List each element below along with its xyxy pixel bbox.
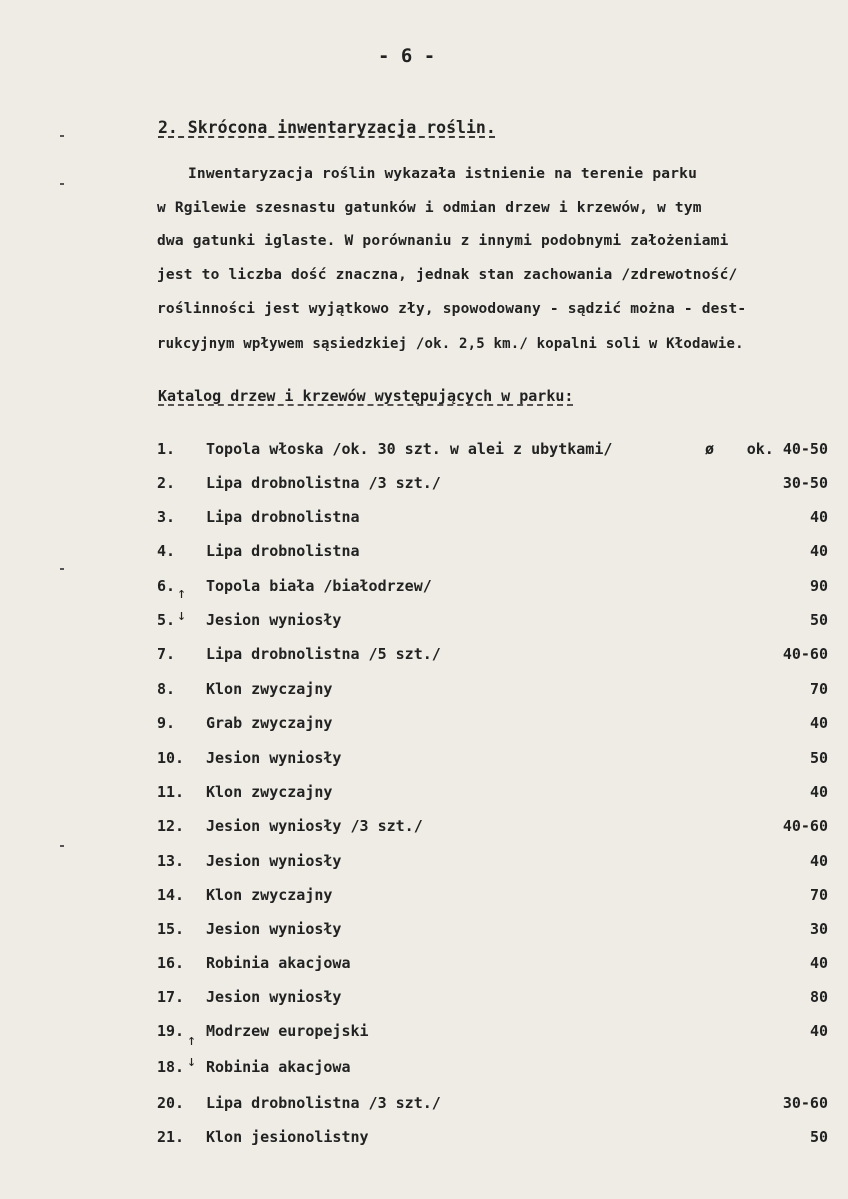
catalog-entry — [0, 783, 848, 813]
entry-value: 50 — [809, 1128, 828, 1146]
entry-value: 40 — [809, 542, 828, 560]
entry-number: 11. — [157, 783, 185, 801]
entry-number: 17. — [157, 988, 185, 1006]
entry-value: ok. 40-50 — [746, 440, 828, 458]
entry-value: 40 — [809, 714, 828, 732]
entry-name: Modrzew europejski — [206, 1022, 369, 1040]
catalog-entry — [0, 886, 848, 916]
entry-name: Robinia akacjowa — [206, 954, 351, 972]
entry-number: 18. — [157, 1058, 185, 1076]
entry-value: 30 — [809, 920, 828, 938]
entry-value: 40 — [809, 508, 828, 526]
catalog-heading: Katalog drzew i krzewów występujących w parku: — [158, 387, 574, 405]
swap-arrow-up-icon: ↑ — [177, 584, 187, 602]
entry-number: 15. — [157, 920, 185, 938]
entry-name: Jesion wyniosły — [206, 852, 342, 870]
entry-number: 4. — [157, 542, 176, 560]
entry-value: 90 — [809, 577, 828, 595]
entry-number: 6. — [157, 577, 176, 595]
entry-name: Klon zwyczajny — [206, 886, 333, 904]
catalog-entry — [0, 611, 848, 641]
catalog-entry — [0, 542, 848, 572]
entry-value: 30-60 — [782, 1094, 828, 1112]
entry-name: Lipa drobnolistna /5 szt./ — [206, 645, 441, 663]
entry-name: Jesion wyniosły — [206, 988, 342, 1006]
entry-name: Klon zwyczajny — [206, 783, 333, 801]
entry-number: 19. — [157, 1022, 185, 1040]
entry-name: Klon zwyczajny — [206, 680, 333, 698]
entry-number: 5. — [157, 611, 176, 629]
entry-number: 14. — [157, 886, 185, 904]
catalog-entry — [0, 577, 848, 607]
catalog-entry — [0, 954, 848, 984]
paragraph-line: rukcyjnym wpływem sąsiedzkiej /ok. 2,5 km./ kopalni soli w Kłodawie. — [157, 336, 744, 352]
catalog-entry — [0, 1022, 848, 1052]
entry-value: 30-50 — [782, 474, 828, 492]
entry-number: 8. — [157, 680, 176, 698]
section-heading: 2. Skrócona inwentaryzacja roślin. — [158, 118, 496, 137]
entry-number: 7. — [157, 645, 176, 663]
catalog-entry — [0, 852, 848, 882]
entry-number: 1. — [157, 440, 176, 458]
entry-name: Lipa drobnolistna — [206, 542, 360, 560]
entry-value: 70 — [809, 886, 828, 904]
entry-number: 10. — [157, 749, 185, 767]
entry-number: 3. — [157, 508, 176, 526]
entry-number: 2. — [157, 474, 176, 492]
catalog-entry — [0, 988, 848, 1018]
catalog-entry — [0, 1094, 848, 1124]
entry-value: 70 — [809, 680, 828, 698]
entry-number: 21. — [157, 1128, 185, 1146]
paragraph-line: roślinności jest wyjątkowo zły, spowodowany - sądzić można - dest- — [157, 301, 747, 317]
catalog-entry — [0, 920, 848, 950]
catalog-entry — [0, 749, 848, 779]
catalog-entry — [0, 1128, 848, 1158]
entry-value: 50 — [809, 749, 828, 767]
entry-value: 40-60 — [782, 645, 828, 663]
margin-mark — [60, 183, 64, 185]
entry-name: Robinia akacjowa — [206, 1058, 351, 1076]
entry-name: Jesion wyniosły — [206, 749, 342, 767]
page-number: - 6 - — [378, 45, 436, 67]
entry-value: 40 — [809, 954, 828, 972]
entry-number: 9. — [157, 714, 176, 732]
entry-name: Jesion wyniosły — [206, 920, 342, 938]
entry-name: Topola biała /białodrzew/ — [206, 577, 432, 595]
catalog-entry — [0, 680, 848, 710]
entry-value: 40 — [809, 1022, 828, 1040]
entry-name: Jesion wyniosły /3 szt./ — [206, 817, 423, 835]
entry-value: 50 — [809, 611, 828, 629]
entry-value: 40 — [809, 783, 828, 801]
margin-mark — [60, 135, 64, 137]
catalog-entry — [0, 1058, 848, 1088]
catalog-entry — [0, 817, 848, 847]
catalog-entry — [0, 714, 848, 744]
entry-value: 40 — [809, 852, 828, 870]
entry-name: Lipa drobnolistna /3 szt./ — [206, 474, 441, 492]
entry-name: Topola włoska /ok. 30 szt. w alei z ubytkami/ — [206, 440, 613, 458]
paragraph-line: w Rgilewie szesnastu gatunków i odmian drzew i krzewów, w tym — [157, 200, 702, 216]
entry-name: Lipa drobnolistna /3 szt./ — [206, 1094, 441, 1112]
entry-number: 20. — [157, 1094, 185, 1112]
entry-name: Jesion wyniosły — [206, 611, 342, 629]
entry-name: Klon jesionolistny — [206, 1128, 369, 1146]
diameter-symbol: ø — [705, 440, 715, 458]
entry-value: 80 — [809, 988, 828, 1006]
catalog-entry — [0, 440, 848, 470]
entry-number: 13. — [157, 852, 185, 870]
entry-number: 16. — [157, 954, 185, 972]
entry-name: Grab zwyczajny — [206, 714, 333, 732]
swap-arrow-down-icon: ↓ — [187, 1052, 197, 1070]
entry-value: 40-60 — [782, 817, 828, 835]
catalog-entry — [0, 645, 848, 675]
paragraph-line: Inwentaryzacja roślin wykazała istnienie na terenie parku — [188, 166, 697, 182]
catalog-entry — [0, 508, 848, 538]
entry-number: 12. — [157, 817, 185, 835]
paragraph-line: dwa gatunki iglaste. W porównaniu z innymi podobnymi założeniami — [157, 233, 729, 249]
catalog-entry — [0, 474, 848, 504]
swap-arrow-down-icon: ↓ — [177, 606, 187, 624]
paragraph-line: jest to liczba dość znaczna, jednak stan zachowania /zdrewotność/ — [157, 267, 738, 283]
swap-arrow-up-icon: ↑ — [187, 1031, 197, 1049]
entry-name: Lipa drobnolistna — [206, 508, 360, 526]
